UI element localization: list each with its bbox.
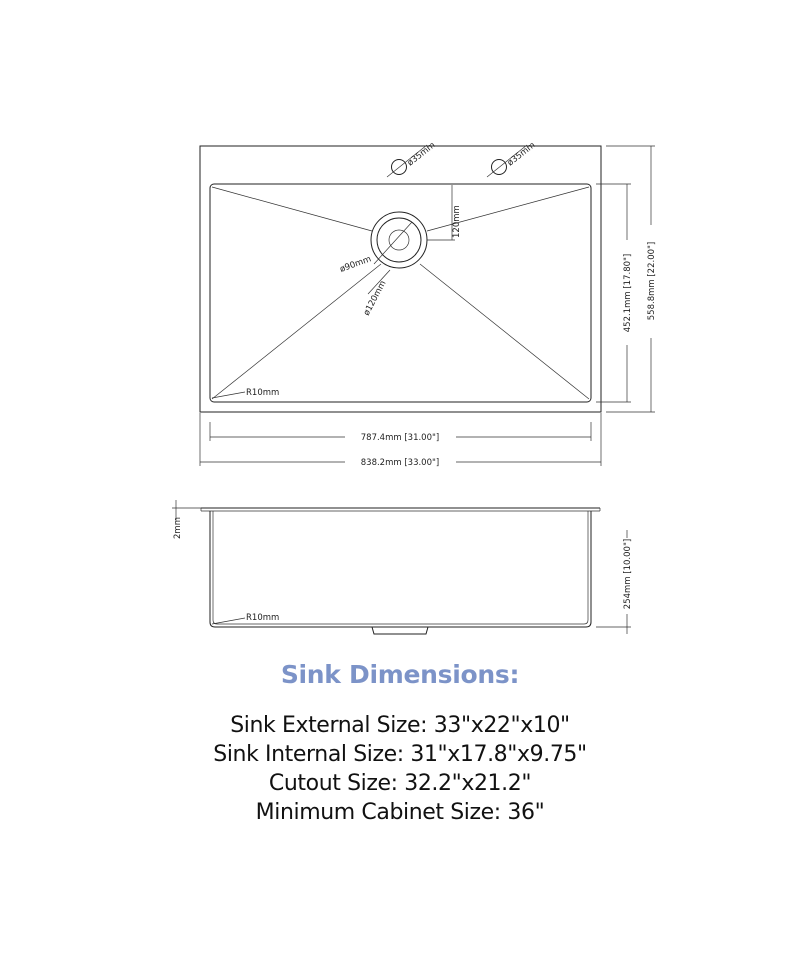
side-view: [172, 500, 633, 634]
thickness-label: 2mm: [173, 517, 183, 539]
external-depth-label: 558.8mm [22.00"]: [647, 241, 657, 321]
top-view: [200, 140, 657, 468]
drain-outer-label: ø120mm: [361, 279, 389, 318]
internal-width-label: 787.4mm [31.00"]: [360, 433, 440, 443]
slope-line: [420, 264, 589, 399]
slope-line: [212, 187, 372, 231]
hole-label-right: ø35mm: [505, 140, 538, 169]
height-label: 254mm [10.00"]: [623, 538, 633, 610]
section-heading: Sink Dimensions:: [280, 660, 520, 689]
drain-stub: [372, 627, 428, 634]
spec-external-size: Sink External Size: 33"x22"x10": [230, 713, 570, 738]
hole-label-left: ø35mm: [405, 140, 438, 169]
drain-inner-label: ø90mm: [338, 254, 373, 275]
sink-outer-outline: [200, 146, 601, 412]
drain-leader: [374, 222, 412, 264]
external-width-label: 838.2mm [33.00"]: [360, 458, 440, 468]
bowl-profile-inner: [213, 511, 588, 624]
drain-outer-circle: [371, 212, 427, 268]
drain-offset-label: 120mm: [452, 205, 462, 238]
spec-minimum-cabinet: Minimum Cabinet Size: 36": [255, 800, 545, 825]
radius-leader: [212, 618, 245, 624]
sink-dimensions-section: [0, 660, 800, 827]
spec-internal-size: Sink Internal Size: 31"x17.8"x9.75": [213, 742, 587, 767]
corner-radius-label: R10mm: [246, 388, 280, 398]
spec-cutout-size: Cutout Size: 32.2"x21.2": [268, 771, 532, 796]
internal-depth-label: 452.1mm [17.80"]: [623, 253, 633, 333]
slope-line: [212, 264, 381, 399]
drain-inner-circle: [377, 218, 421, 262]
drain-center-circle: [389, 230, 409, 250]
side-corner-radius-label: R10mm: [246, 613, 280, 623]
sink-inner-bowl: [210, 184, 591, 402]
bowl-profile: [210, 511, 591, 627]
